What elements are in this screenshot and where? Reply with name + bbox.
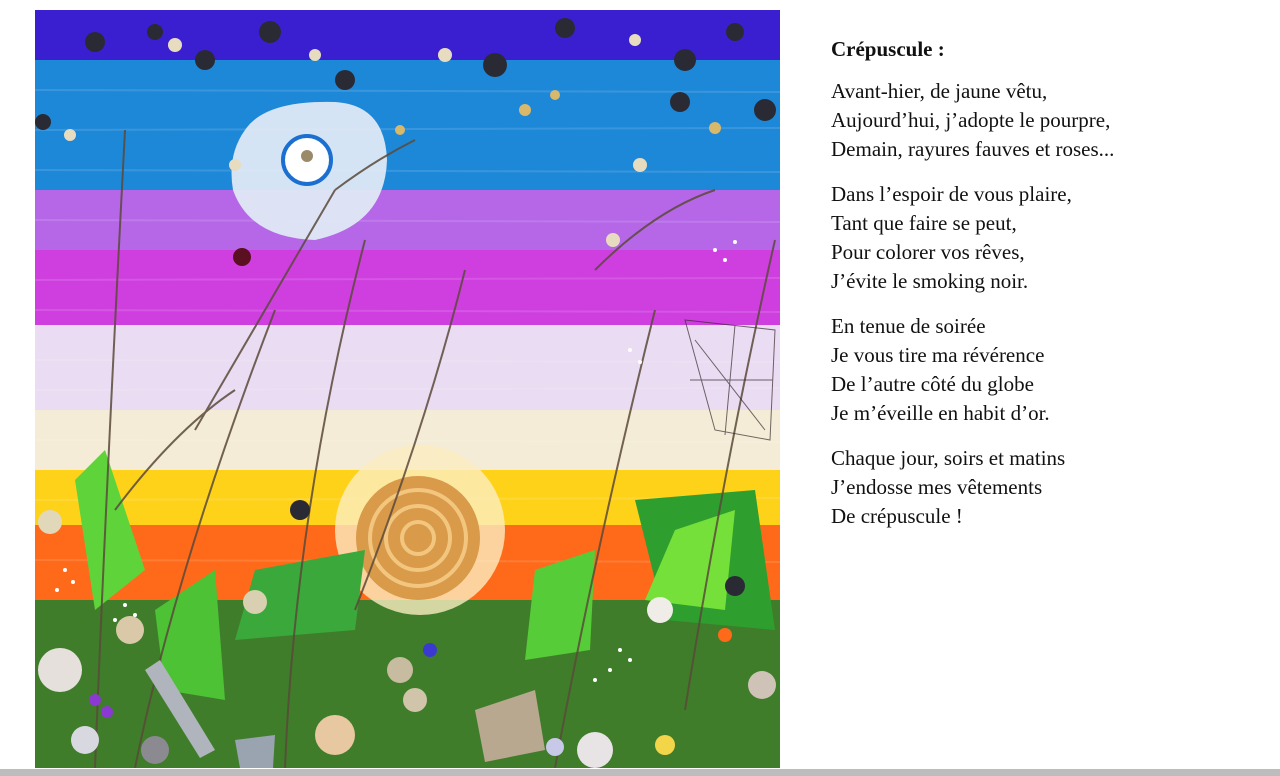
bottom-scroll-edge xyxy=(0,769,1280,776)
poem-line: Aujourd’hui, j’adopte le pourpre, xyxy=(831,108,1111,132)
poem-line: J’évite le smoking noir. xyxy=(831,269,1029,293)
stanza-1 xyxy=(831,77,1261,164)
poem-line: J’endosse mes vêtements xyxy=(831,475,1043,499)
stripe-indigo xyxy=(35,10,780,65)
poem-title: Crépuscule : xyxy=(831,37,945,61)
poem-line: De crépuscule ! xyxy=(831,504,963,528)
poem-line: Pour colorer vos rêves, xyxy=(831,240,1025,264)
poem-line: Tant que faire se peut, xyxy=(831,211,1017,235)
stanza-4 xyxy=(831,444,1261,531)
poem-line: Je m’éveille en habit d’or. xyxy=(831,401,1050,425)
poem-line: Avant-hier, de jaune vêtu, xyxy=(831,79,1048,103)
poem-line: Je vous tire ma révérence xyxy=(831,343,1045,367)
stripe-lavender xyxy=(35,190,780,260)
stanza-2 xyxy=(831,180,1261,296)
poem-line: Dans l’espoir de vous plaire, xyxy=(831,182,1072,206)
poem xyxy=(831,35,1261,547)
poem-line: En tenue de soirée xyxy=(831,314,986,338)
collage-image xyxy=(35,10,780,768)
poem-line: Demain, rayures fauves et roses... xyxy=(831,137,1115,161)
stripe-pale-pink xyxy=(35,325,780,415)
stanza-3 xyxy=(831,312,1261,428)
poem-line: Chaque jour, soirs et matins xyxy=(831,446,1066,470)
poem-line: De l’autre côté du globe xyxy=(831,372,1034,396)
sun-disc xyxy=(356,476,480,600)
stripe-magenta xyxy=(35,250,780,330)
